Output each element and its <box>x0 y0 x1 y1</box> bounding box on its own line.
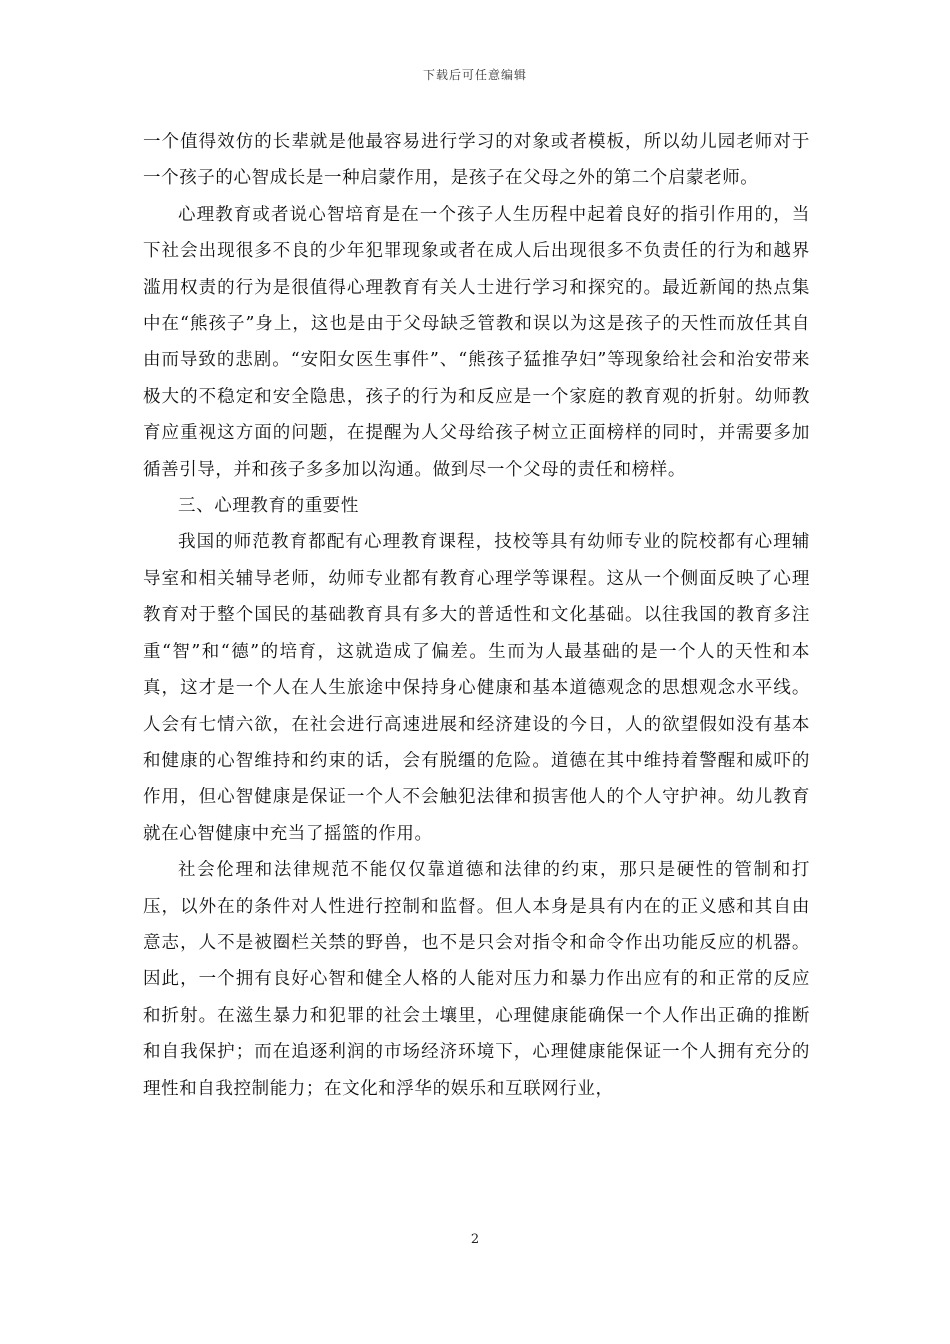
page-number: 2 <box>470 1232 480 1247</box>
paragraph-continuation: 一个值得效仿的长辈就是他最容易进行学习的对象或者模板，所以幼儿园老师对于一个孩子的心智成长是一种启蒙作用，是孩子在父母之外的第二个启蒙老师。 <box>143 132 810 189</box>
paragraph-importance: 我国的师范教育都配有心理教育课程，技校等具有幼师专业的院校都有心理辅导室和相关辅导老师，幼师专业都有教育心理学等课程。这从一个侧面反映了心理教育对于整个国民的基础教育具有多大的普适性和文化基础。以往我国的教育多注重“智”和“德”的培育，这就造成了偏差。生而为人最基础的是一个人的天性和本真，这才是一个人在人生旅途中保持身心健康和基本道德观念的思想观念水平线。人会有七情六欲，在社会进行高速进展和经济建设的今日，人的欲望假如没有基本和健康的心智维持和约束的话，会有脱缰的危险。道德在其中维持着警醒和威吓的作用，但心智健康是保证一个人不会触犯法律和损害他人的个人守护神。幼儿教育就在心智健康中充当了摇篮的作用。 <box>143 532 810 844</box>
section-heading: 三、心理教育的重要性 <box>178 496 359 517</box>
document-body <box>143 124 810 1107</box>
paragraph-social-ethics: 社会伦理和法律规范不能仅仅靠道德和法律的约束，那只是硬性的管制和打压，以外在的条件对人性进行控制和监督。但人本身是具有内在的正义感和其自由意志，人不是被圈栏关禁的野兽，也不是只会对指令和命令作出功能反应的机器。因此，一个拥有良好心智和健全人格的人能对压力和暴力作出应有的和正常的反应和折射。在滋生暴力和犯罪的社会土壤里，心理健康能确保一个人作出正确的推断和自我保护；而在追逐利润的市场经济环境下，心理健康能保证一个人拥有充分的理性和自我控制能力；在文化和浮华的娱乐和互联网行业， <box>143 860 810 1099</box>
page-header: 下载后可任意编辑 <box>422 68 527 82</box>
paragraph-mental-education: 心理教育或者说心智培育是在一个孩子人生历程中起着良好的指引作用的，当下社会出现很多不良的少年犯罪现象或者在成人后出现很多不负责任的行为和越界滥用权责的行为是很值得心理教育有关人士进行学习和探究的。最近新闻的热点集中在“熊孩子”身上，这也是由于父母缺乏管教和误以为这是孩子的天性而放任其自由而导致的悲剧。“安阳女医生事件”、“熊孩子猛推孕妇”等现象给社会和治安带来极大的不稳定和安全隐患，孩子的行为和反应是一个家庭的教育观的折射。幼师教育应重视这方面的问题，在提醒为人父母给孩子树立正面榜样的同时，并需要多加循善引导，并和孩子多多加以沟通。做到尽一个父母的责任和榜样。 <box>143 204 810 480</box>
